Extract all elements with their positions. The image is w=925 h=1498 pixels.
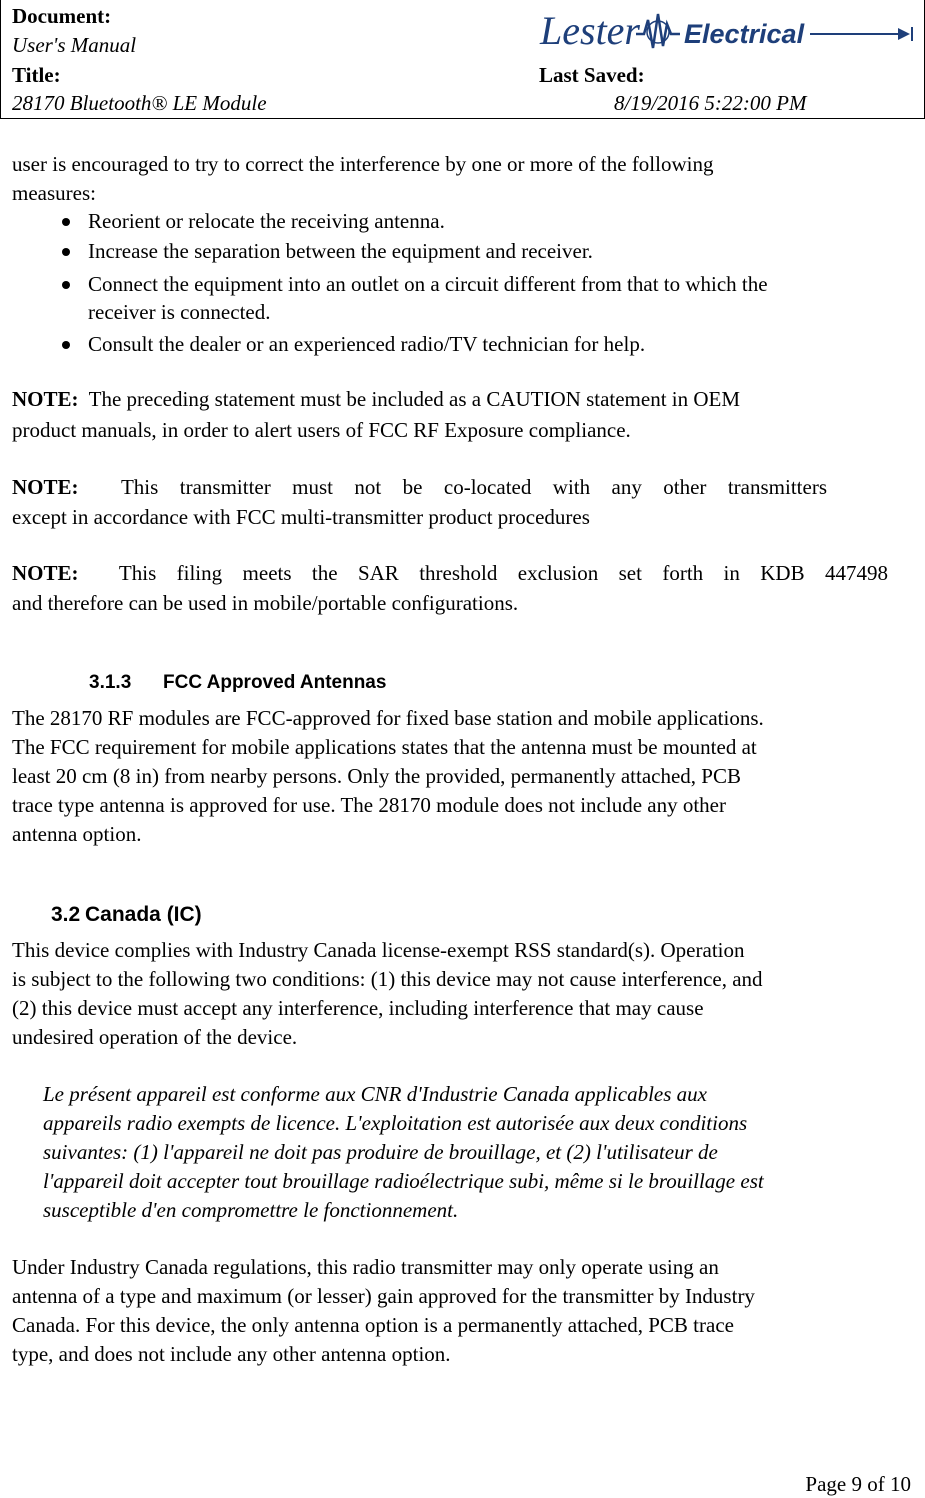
title-label: Title:	[12, 63, 61, 87]
note-label: NOTE:	[12, 561, 79, 585]
regulation-line: type, and does not include any other antenna option.	[12, 1342, 451, 1366]
section-3-1-3-line: antenna option.	[12, 822, 142, 846]
note-1-text: The preceding statement must be included as a CAUTION statement in OEM	[88, 387, 741, 411]
note-1-line-1	[12, 385, 912, 415]
regulation-line: Under Industry Canada regulations, this radio transmitter may only operate using an	[12, 1255, 719, 1279]
section-3-2-number: 3.2	[51, 903, 81, 926]
page-number: Page 9 of 10	[805, 1472, 911, 1496]
bullet-item-continuation: receiver is connected.	[88, 300, 271, 324]
note-3-line-2: and therefore can be used in mobile/portable configurations.	[12, 591, 519, 615]
logo-script-text: Lester	[540, 8, 640, 53]
intro-line-2: measures:	[12, 181, 96, 205]
bullet-dot-icon	[62, 341, 70, 349]
logo-arrow-icon	[898, 28, 910, 40]
lester-electrical-logo	[538, 6, 918, 56]
section-3-2-line: This device complies with Industry Canada license-exempt RSS standard(s). Operation	[12, 938, 745, 962]
section-3-2-line: is subject to the following two conditions: (1) this device may not cause interference, and	[12, 967, 763, 991]
bullet-item: Reorient or relocate the receiving antenna.	[88, 209, 445, 233]
note-2-text: This transmitter must not be co-located with any other transmitters	[120, 475, 827, 499]
section-3-1-3-line: The FCC requirement for mobile applications states that the antenna must be mounted at	[12, 735, 757, 759]
section-3-1-3-line: least 20 cm (8 in) from nearby persons. Only the provided, permanently attached, PCB	[12, 764, 741, 788]
section-3-1-3-line: trace type antenna is approved for use. The 28170 module does not include any other	[12, 793, 726, 817]
section-3-1-3-line: The 28170 RF modules are FCC-approved for fixed base station and mobile applications.	[12, 706, 764, 730]
document-value: User's Manual	[12, 33, 137, 57]
bullet-item: Connect the equipment into an outlet on a circuit different from that to which the	[88, 272, 768, 296]
title-value: 28170 Bluetooth® LE Module	[12, 91, 267, 115]
bullet-item: Increase the separation between the equipment and receiver.	[88, 239, 593, 263]
section-3-1-3-number: 3.1.3	[89, 672, 132, 693]
note-3-line-1	[12, 559, 888, 589]
logo-main-text: Electrical	[684, 19, 805, 49]
french-line: appareils radio exempts de licence. L'exploitation est autorisée aux deux conditions	[43, 1111, 748, 1135]
note-3-text: This filing meets the SAR threshold exclusion set forth in KDB 447498	[118, 561, 888, 585]
note-label: NOTE:	[12, 387, 79, 411]
section-3-2-title: Canada (IC)	[85, 903, 202, 926]
document-header	[0, 0, 925, 119]
french-line: l'appareil doit accepter tout brouillage radioélectrique subi, même si le brouillage est	[43, 1169, 764, 1193]
bullet-dot-icon	[62, 248, 70, 256]
bullet-dot-icon	[62, 281, 70, 289]
note-1-line-2: product manuals, in order to alert users of FCC RF Exposure compliance.	[12, 418, 631, 442]
section-3-2-line: undesired operation of the device.	[12, 1025, 298, 1049]
french-line: Le présent appareil est conforme aux CNR d'Industrie Canada applicables aux	[43, 1082, 707, 1106]
regulation-line: antenna of a type and maximum (or lesser) gain approved for the transmitter by Industry	[12, 1284, 755, 1308]
note-2-line-1	[12, 473, 827, 503]
bullet-item: Consult the dealer or an experienced radio/TV technician for help.	[88, 332, 646, 356]
note-2-line-2: except in accordance with FCC multi-transmitter product procedures	[12, 505, 590, 529]
last-saved-value: 8/19/2016 5:22:00 PM	[614, 91, 807, 115]
section-3-2-line: (2) this device must accept any interference, including interference that may cause	[12, 996, 704, 1020]
french-line: suivantes: (1) l'appareil ne doit pas produire de brouillage, et (2) l'utilisateur de	[43, 1140, 718, 1164]
intro-line-1: user is encouraged to try to correct the interference by one or more of the following	[12, 152, 714, 176]
note-label: NOTE:	[12, 475, 79, 499]
last-saved-label: Last Saved:	[539, 63, 645, 87]
bullet-dot-icon	[62, 218, 70, 226]
regulation-line: Canada. For this device, the only antenna option is a permanently attached, PCB trace	[12, 1313, 734, 1337]
section-3-1-3-title: FCC Approved Antennas	[163, 672, 387, 693]
document-label: Document:	[12, 4, 112, 28]
french-line: susceptible d'en compromettre le fonctionnement.	[43, 1198, 459, 1222]
